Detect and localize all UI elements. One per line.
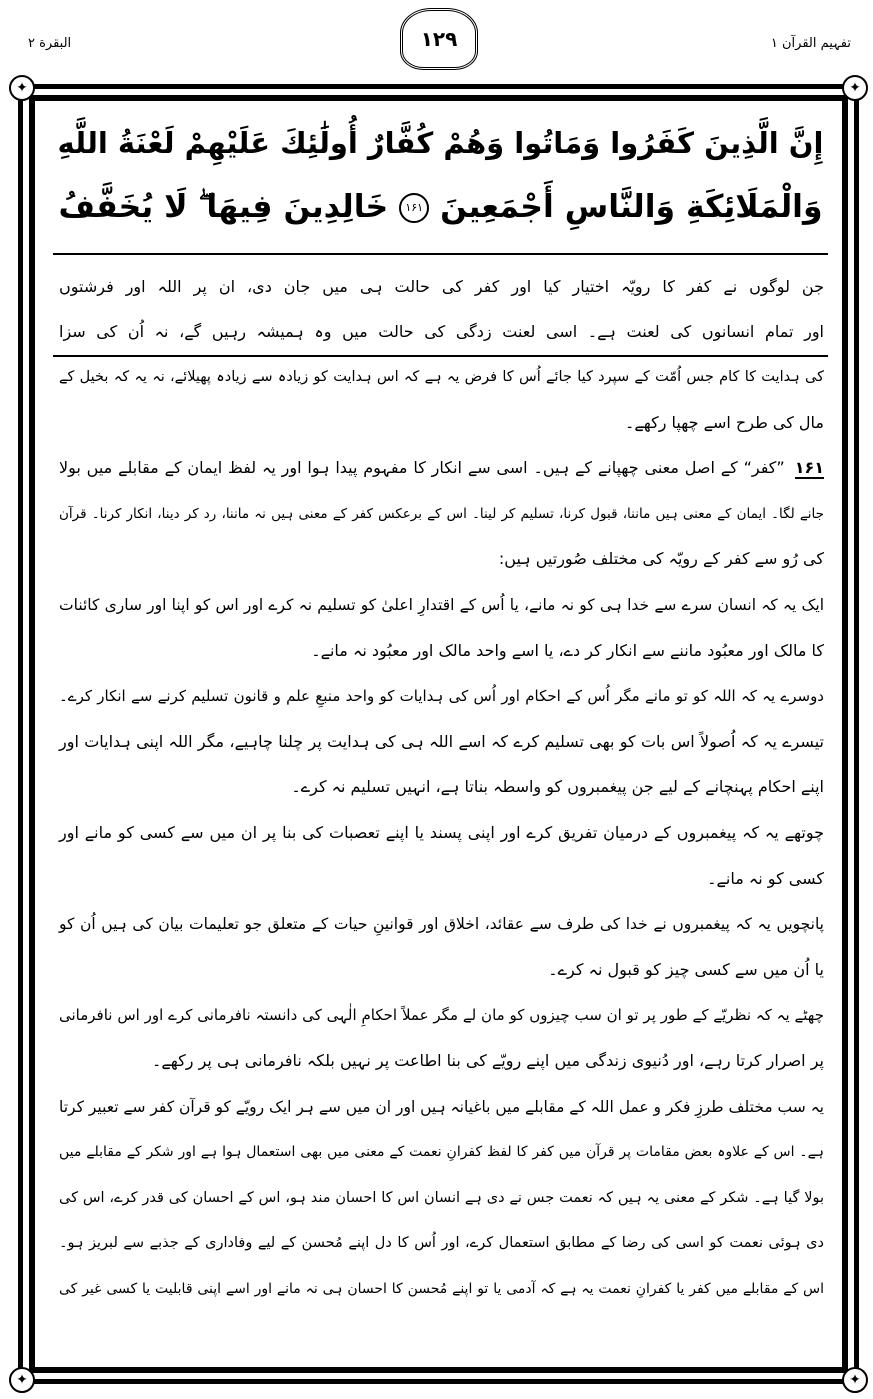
book-title-header: تفہیم القرآن ۱ <box>770 36 851 51</box>
footnote-line <box>57 456 824 480</box>
corner-ornament-icon: ✦ <box>9 1367 35 1393</box>
translation-line: اور تمام انسانوں کی لعنت ہے۔ اسی لعنت زدگی کی حالت میں وہ ہمیشہ رہیں گے، نہ اُن کی سزا <box>59 322 824 341</box>
translation-divider <box>53 355 828 357</box>
verse-text: خَالِدِينَ فِيهَا ۖ لَا يُخَفَّفُ <box>58 189 389 225</box>
footnote-line: اس کے مقابلے میں کفر یا کفرانِ نعمت یہ ہے کہ آدمی یا تو اپنے مُحسن کا احسان ہی نہ مانے اور اسے اپنی قابلیت یا کسی غیر کی <box>59 1281 824 1297</box>
corner-ornament-icon: ✦ <box>842 1367 868 1393</box>
footnote-line: تیسرے یہ کہ اُصولاً اس بات کو بھی تسلیم کرے کہ اسے اللہ ہی کی ہدایت پر چلنا چاہیے، مگر اللہ اپنی ہدایات اور <box>59 731 824 751</box>
page-content <box>53 103 828 1359</box>
footnote-line: کا مالک اور معبُود ماننے سے انکار کر دے، یا اسے واحد مالک اور معبُود نہ مانے۔ <box>311 640 824 660</box>
footnote-line: اپنے احکام پہنچانے کے لیے جن پیغمبروں کو واسطہ بناتا ہے، انہیں تسلیم نہ کرے۔ <box>291 777 824 797</box>
translation-line: جن لوگوں نے کفر کا رویّہ اختیار کیا اور کفر کی حالت ہی میں جان دی، ان پر اللہ اور فرشتوں <box>59 277 824 296</box>
footnote-line: یہ سب مختلف طرزِ فکر و عمل اللہ کے مقابلے میں باغیانہ ہیں اور ان میں سے ہر ایک رویّے کو قرآن کفر سے تعبیر کرتا <box>59 1097 824 1116</box>
corner-ornament-icon: ✦ <box>842 75 868 101</box>
footnote-line: بولا گیا ہے۔ شکر کے معنی یہ ہیں کہ نعمت جس نے دی ہے انسان اس کا احسان مند ہو، اس کے احسان کی قدر کرے، اس کی <box>59 1189 824 1206</box>
quran-verse-line <box>53 187 828 228</box>
footnote-number: ۱۶۱ <box>794 458 824 478</box>
footnote-line: کی ہدایت کا کام جس اُمّت کے سپرد کیا جائے اُس کا فرض یہ ہے کہ اس ہدایت کو زیادہ سے زیادہ پھیلائے، نہ یہ کہ بخیل کے <box>59 369 824 385</box>
verse-number-marker: ۱۶۱ <box>399 193 429 223</box>
footnote-line: ایک یہ کہ انسان سرے سے خدا ہی کو نہ مانے، یا اُس کے اقتدارِ اعلیٰ کو تسلیم نہ کرے اور اس کو اپنا اور ساری کائنات <box>59 596 824 614</box>
page-number-ornament <box>400 8 478 70</box>
footnote-line: پر اصرار کرتا رہے، اور دُنیوی زندگی میں اپنے رویّے کی بنا اطاعت پر نہیں بلکہ نافرمانی ہی پر رکھے۔ <box>152 1051 824 1070</box>
footnote-text: ”کفر“ کے اصل معنی چھپانے کے ہیں۔ اسی سے انکار کا مفہوم پیدا ہوا اور یہ لفظ ایمان کے مقابلے میں بولا <box>59 458 785 478</box>
footnote-line: ہے۔ اس کے علاوہ بعض مقامات پر قرآن میں کفر کا لفظ کفرانِ نعمت کے معنی میں بھی استعمال ہوا ہے اور شکر کے مقابلے میں <box>59 1144 824 1161</box>
page-frame <box>16 80 861 1388</box>
footnote-line: دوسرے یہ کہ اللہ کو تو مانے مگر اُس کے احکام اور اُس کی ہدایات کو واحد منبعِ علم و قانون تسلیم کرنے سے انکار کرے۔ <box>59 687 824 706</box>
surah-header: البقرة ۲ <box>28 36 72 51</box>
footnote-line: دی ہوئی نعمت کو اسی کی رضا کے مطابق استعمال کرے، اور اُس کا دل اپنے مُحسن کے لیے وفاداری کے جذبے سے لبریز ہو۔ <box>59 1235 824 1252</box>
footnote-line: کی رُو سے کفر کے رویّہ کی مختلف صُورتیں ہیں: <box>498 549 824 569</box>
corner-ornament-icon: ✦ <box>9 75 35 101</box>
footnote-line: جانے لگا۔ ایمان کے معنی ہیں ماننا، قبول کرنا، تسلیم کر لینا۔ اس کے برعکس کفر کے معنی ہیں نہ ماننا، رد کر دینا، انکار کرنا۔ قرآن <box>59 505 824 522</box>
verse-text: وَالْمَلَائِكَةِ وَالنَّاسِ أَجْمَعِينَ <box>440 189 823 225</box>
footnote-line: چوتھے یہ کہ پیغمبروں کے درمیان تفریق کرے اور اپنی پسند یا اپنے تعصبات کی بنا پر ان میں سے کسی کو مانے اور <box>59 823 824 842</box>
footnote-line: کسی کو نہ مانے۔ <box>707 868 824 888</box>
page-number: ۱۲۹ <box>420 27 458 51</box>
footnote-line: یا اُن میں سے کسی چیز کو قبول نہ کرے۔ <box>548 959 824 979</box>
footnote-line: چھٹے یہ کہ نظریّے کے طور پر تو ان سب چیزوں کو مان لے مگر عملاً احکامِ الٰہی کی دانستہ نافرمانی کرے اور اس نافرمانی <box>59 1006 824 1025</box>
footnote-line: مال کی طرح اسے چھپا رکھے۔ <box>624 412 824 432</box>
footnote-line: پانچویں یہ کہ پیغمبروں نے خدا کی طرف سے عقائد، اخلاق اور قوانینِ حیات کے متعلق جو تعلیمات بیان کی ہیں اُن کو <box>59 915 824 934</box>
quran-verse-line: إِنَّ الَّذِينَ كَفَرُوا وَمَاتُوا وَهُمْ كُفَّارٌ أُولَٰئِكَ عَلَيْهِمْ لَعْنَةُ اللَّهِ <box>57 126 824 160</box>
verse-divider <box>53 253 828 255</box>
